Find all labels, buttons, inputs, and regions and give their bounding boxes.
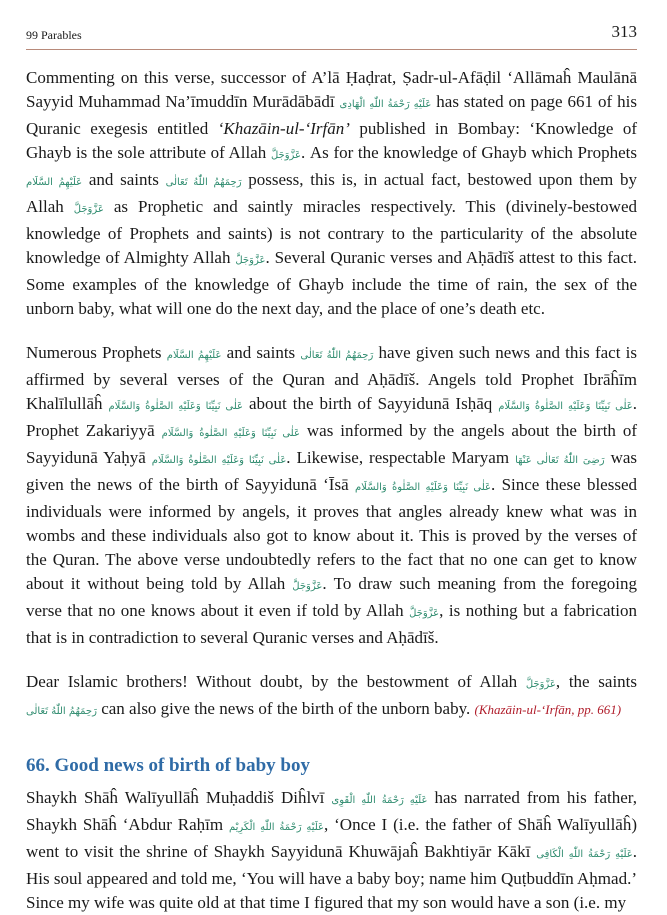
text-run: Numerous Prophets (26, 343, 162, 362)
text-run: can also give the news of the birth of the unborn baby. (101, 699, 471, 718)
arabic-honorific: عَزَّوَجَلَّ (270, 150, 302, 161)
text-run: . Several Quranic verses and Aḥādīš attest to this fact. Some examples of the knowledge of Ghayb include the time of rain, the sex of the unborn baby, what will one do the next day, and the place of one’s death etc. (26, 248, 637, 318)
page-number: 313 (611, 22, 637, 41)
text-run: was informed by the angels about the birth of Sayyidunā Yaḥyā (26, 421, 637, 467)
arabic-honorific: رَحِمَهُمُ اللّٰهُ تَعَالٰى (300, 350, 374, 361)
arabic-honorific: عَلَيْهِمُ السَّلَام (26, 177, 83, 188)
arabic-honorific: عَزَّوَجَلَّ (525, 679, 556, 690)
arabic-honorific: عَزَّوَجَلَّ (73, 204, 104, 215)
text-run: , is nothing but a fabrication that is in contradiction to several Quranic verses and Aḥādīš. (26, 601, 638, 647)
text-run: . As for the knowledge of Ghayb which Prophets (301, 143, 637, 162)
text-run: has narrated from his father, Shaykh Shāĥ ‘Abdur Raḥīm (26, 788, 637, 834)
arabic-honorific: عَلَيْهِ رَحْمَةُ اللّٰهِ الْقَوِى (331, 795, 428, 806)
page-body (26, 66, 637, 915)
arabic-honorific: عَلٰى نَبِيِّنَا وَعَلَيْهِ الصَّلٰوةُ وَالسَّلَام (354, 482, 491, 493)
arabic-honorific: عَلَيْهِ رَحْمَةُ اللّٰهِ الْكَرِيْم (228, 822, 325, 833)
text-run: was given the news of the birth of Sayyidunā ‘Īsā (26, 448, 638, 494)
arabic-honorific: عَلٰى نَبِيِّنَا وَعَلَيْهِ الصَّلٰوةُ وَالسَّلَام (498, 401, 633, 412)
page-header (26, 22, 637, 46)
text-run: Commenting on this verse, successor of A’lā Ḥaḍrat, Ṣadr-ul-Afāḍil ‘Allāmaĥ Maulānā Sayyid Muhammad Na’īmuddīn Murādābādī (26, 68, 637, 111)
running-title: 99 Parables (26, 28, 82, 42)
book-title: ‘Khazāin-ul-‘Irfān’ (217, 119, 350, 138)
arabic-honorific: عَلٰى نَبِيِّنَا وَعَلَيْهِ الصَّلٰوةُ وَالسَّلَام (151, 455, 287, 466)
arabic-honorific: رَحِمَهُمُ اللّٰهُ تَعَالٰى (165, 177, 242, 188)
paragraph-commentary (26, 66, 637, 321)
text-run: , the saints (555, 672, 638, 691)
text-run: has stated on page 661 of his Quranic exegesis entitled (26, 92, 637, 138)
arabic-honorific: رَحِمَهُمُ اللّٰهُ تَعَالٰى (26, 706, 97, 717)
section-heading: 66. Good news of birth of baby boy (26, 755, 310, 776)
text-run: and saints (88, 170, 159, 189)
text-run: . Likewise, respectable Maryam (286, 448, 510, 467)
text-run: . His soul appeared and told me, ‘You will have a baby boy; name him Quṭbuddīn Aḥmad.’ Since my wife was quite old at that time I figured that my son would have a son (i.e. my (26, 842, 638, 912)
text-run: have given such news and this fact is affirmed by several verses of the Quran and Aḥādīš. Angels told Prophet Ibrāĥīm Khalīlullāĥ (26, 343, 638, 413)
paragraph-saints (26, 670, 637, 724)
paragraph-prophets (26, 341, 637, 650)
arabic-honorific: عَلٰى نَبِيِّنَا وَعَلَيْهِ الصَّلٰوةُ وَالسَّلَام (108, 401, 243, 412)
citation-reference: (Khazāin-ul-‘Irfān, pp. 661) (474, 702, 622, 717)
arabic-honorific: عَلَيْهِ رَحْمَةُ اللّٰهِ الْكَافِى (536, 849, 633, 860)
arabic-honorific: عَلَيْهِمُ السَّلَام (166, 350, 222, 361)
arabic-honorific: عَلَيْهِ رَحْمَةُ اللّٰهِ الْهَادِى (339, 99, 432, 110)
text-run: . Since these blessed individuals were informed by angels, it proves that angles already knew what was in wombs and these individuals also got to know about it. This is proved by the verses of the Quran. The above verse undoubtedly refers to the fact that no one can get to know about it without being told by Allah (26, 475, 637, 593)
arabic-honorific: رَضِىَ اللّٰهُ تَعَالٰى عَنْهَا (515, 455, 605, 466)
header-rule (26, 49, 637, 50)
arabic-honorific: عَزَّوَجَلَّ (235, 255, 266, 266)
text-run: Shaykh Shāĥ Walīyullāĥ Muḥaddiš Diĥlvī (26, 788, 325, 807)
text-run: , ‘Once I (i.e. the father of Shāĥ Walīyullāĥ) went to visit the shrine of Shaykh Sayyidunā Khuwājaĥ Bakhtiyār Kākī (26, 815, 638, 861)
arabic-honorific: عَزَّوَجَلَّ (292, 581, 323, 592)
text-run: Dear Islamic brothers! Without doubt, by the bestowment of Allah (26, 672, 518, 691)
text-run: and saints (226, 343, 296, 362)
text-run: published in Bombay: ‘Knowledge of Ghayb is the sole attribute of Allah (26, 119, 638, 162)
arabic-honorific: عَلٰى نَبِيِّنَا وَعَلَيْهِ الصَّلٰوةُ وَالسَّلَام (161, 428, 300, 439)
text-run: about the birth of Sayyidunā Isḥāq (248, 394, 493, 413)
text-run: . Prophet Zakariyyā (26, 394, 638, 440)
text-run: possess, this is, in actual fact, bestowed upon them by Allah (26, 170, 637, 216)
arabic-honorific: عَزَّوَجَلَّ (409, 608, 440, 619)
paragraph-narration (26, 786, 637, 915)
text-run: as Prophetic and saintly miracles respectively. This (divinely-bestowed knowledge of Prophets and saints) is not contrary to the particularity of the absolute knowledge of Almighty Allah (26, 197, 638, 267)
text-run: . To draw such meaning from the foregoing verse that no one knows about it even if told by Allah (26, 574, 637, 620)
